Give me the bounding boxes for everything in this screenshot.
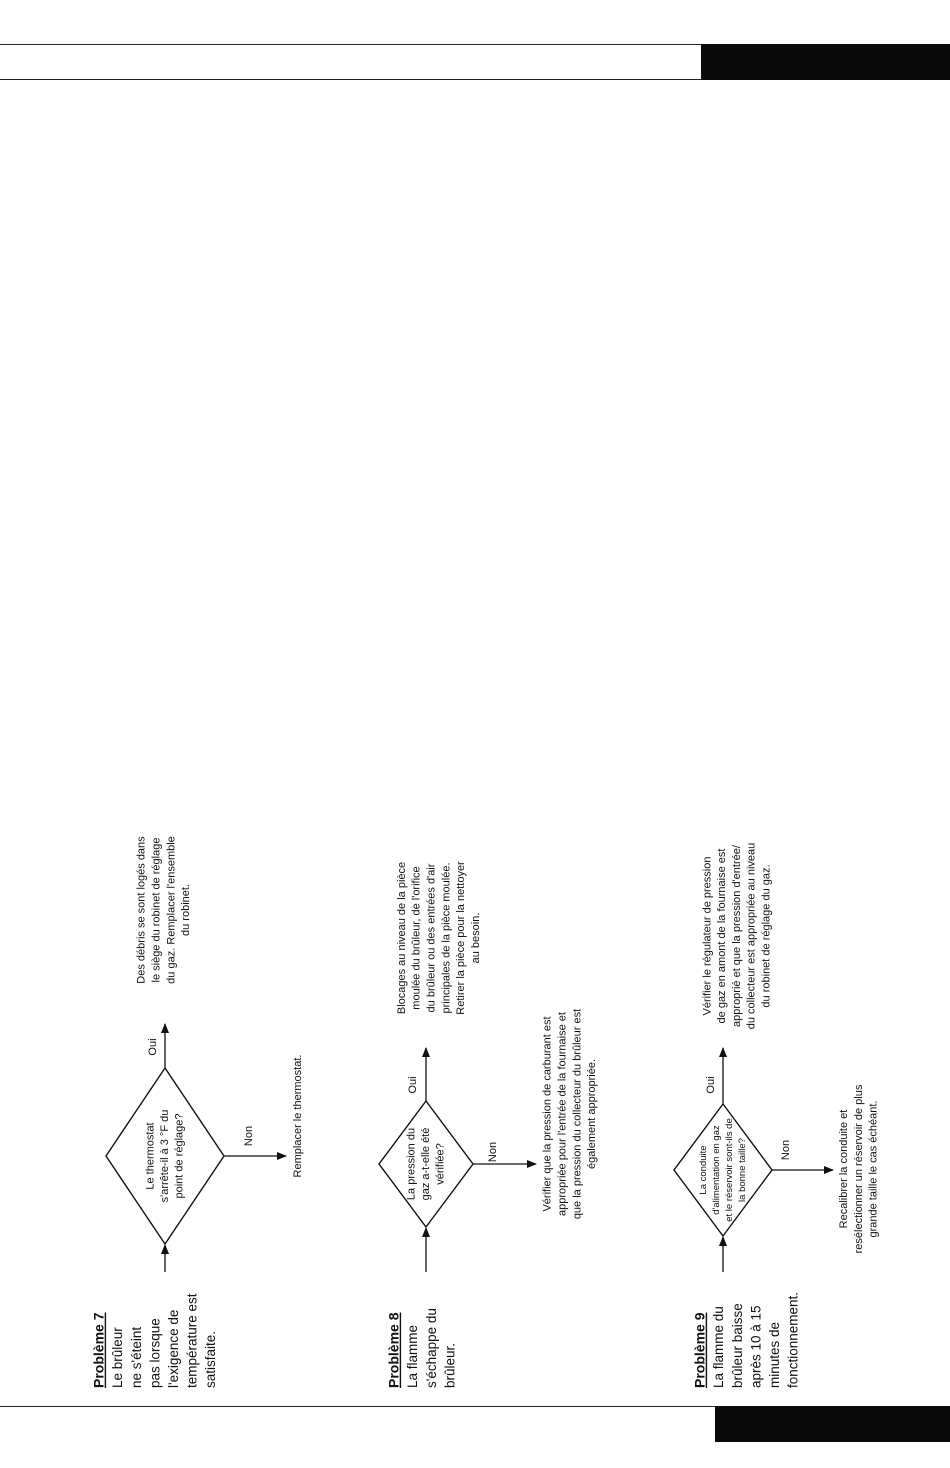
- no-action-line: resélectionner un réservoir de plus: [852, 1084, 865, 1254]
- problem-7-description-line: Le brûleur: [110, 1327, 126, 1388]
- problem-8-description-line: brûleur.: [442, 1342, 458, 1388]
- no-action-line: Recalibrer la conduite et: [838, 1109, 851, 1229]
- decision-diamond: [674, 1104, 772, 1236]
- problem-7-description-line: température est: [184, 1293, 200, 1388]
- no-action-line: Vérifier que la pression de carburant est: [541, 1016, 554, 1212]
- no-action-line: que la pression du collecteur du brûleur est: [571, 1008, 584, 1220]
- decision-question-line: point de réglage?: [173, 1113, 186, 1199]
- problem-7-title: Problème 7: [90, 1312, 107, 1388]
- decision-question-line: gaz a-t-elle été: [419, 1127, 432, 1201]
- yes-action-line: moulée du brûleur, de l'orifice: [410, 866, 423, 1010]
- problem-7-description-line: pas lorsque: [147, 1318, 163, 1388]
- no-action-line: également appropriée.: [586, 1058, 599, 1170]
- problem-9-description-line: brûleur baisse: [729, 1303, 745, 1388]
- problem-8-title: Problème 8: [385, 1312, 402, 1388]
- problem-9-panel: [674, 843, 880, 1388]
- yes-action-line: approprié et que la pression d'entrée/: [730, 845, 743, 1027]
- problem-9-description-line: minutes de: [766, 1321, 782, 1388]
- problem-7-description-line: l'exigence de: [165, 1309, 181, 1388]
- yes-action-line: de gaz en amont de la fournaise est: [716, 848, 729, 1024]
- problem-9-description-line: après 10 à 15: [748, 1305, 764, 1388]
- yes-action-line: Des débris se sont logés dans: [135, 836, 148, 984]
- no-action-line: grande taille le cas échéant.: [867, 1100, 880, 1238]
- problem-7-description-line: ne s'éteint: [128, 1326, 144, 1388]
- yes-action-line: du brûleur ou des entrées d'air: [425, 863, 438, 1013]
- yes-label: Oui: [704, 1076, 717, 1094]
- yes-action-line: du collecteur est appropriée au niveau: [745, 842, 758, 1030]
- problem-9-title: Problème 9: [691, 1312, 708, 1388]
- decision-question-line: La pression du: [405, 1127, 418, 1201]
- problem-7-panel: [91, 836, 304, 1388]
- yes-action-line: Blocages au niveau de la pièce: [395, 861, 408, 1015]
- decision-question-line: d'alimentation en gaz: [711, 1125, 723, 1215]
- no-action-line: Remplacer le thermostat.: [291, 1054, 304, 1178]
- no-label: Non: [779, 1139, 792, 1161]
- yes-action-line: du robinet.: [180, 884, 193, 936]
- no-label: Non: [242, 1125, 255, 1147]
- yes-action-line: du robinet de réglage du gaz.: [760, 864, 773, 1008]
- decision-question-line: s'arrête-il à 3 °F du: [158, 1109, 171, 1203]
- yes-action-line: le siège du robinet de réglage: [150, 837, 163, 983]
- yes-action-line: au besoin.: [469, 912, 482, 964]
- decision-question-line: vérifiée?: [434, 1143, 447, 1185]
- problem-9-description-line: fonctionnement.: [785, 1291, 801, 1388]
- problem-7-description-line: satisfaite.: [203, 1330, 219, 1388]
- decision-question-line: La conduite: [698, 1145, 710, 1195]
- decision-question-line: et le réservoir sont-ils de: [724, 1118, 736, 1222]
- yes-label: Oui: [406, 1076, 419, 1094]
- decision-question-line: Le thermostat: [144, 1122, 157, 1190]
- problem-8-panel: [379, 861, 598, 1388]
- yes-label: Oui: [146, 1038, 159, 1056]
- yes-action-line: Vérifier le régulateur de pression: [701, 856, 714, 1016]
- yes-action-line: Retirer la pièce pour la nettoyer: [455, 861, 468, 1015]
- no-action-line: appropriée pour l'entrée de la fournaise et: [556, 1012, 569, 1216]
- yes-action-line: principales de la pièce moulée.: [440, 862, 453, 1014]
- problem-9-description-line: La flamme du: [711, 1306, 727, 1388]
- problem-8-description-line: s'échappe du: [423, 1308, 439, 1388]
- decision-question-line: la bonne taille?: [737, 1138, 749, 1202]
- problem-8-description-line: La flamme: [405, 1324, 421, 1388]
- no-label: Non: [486, 1141, 499, 1163]
- yes-action-line: du gaz. Remplacer l'ensemble: [165, 836, 178, 984]
